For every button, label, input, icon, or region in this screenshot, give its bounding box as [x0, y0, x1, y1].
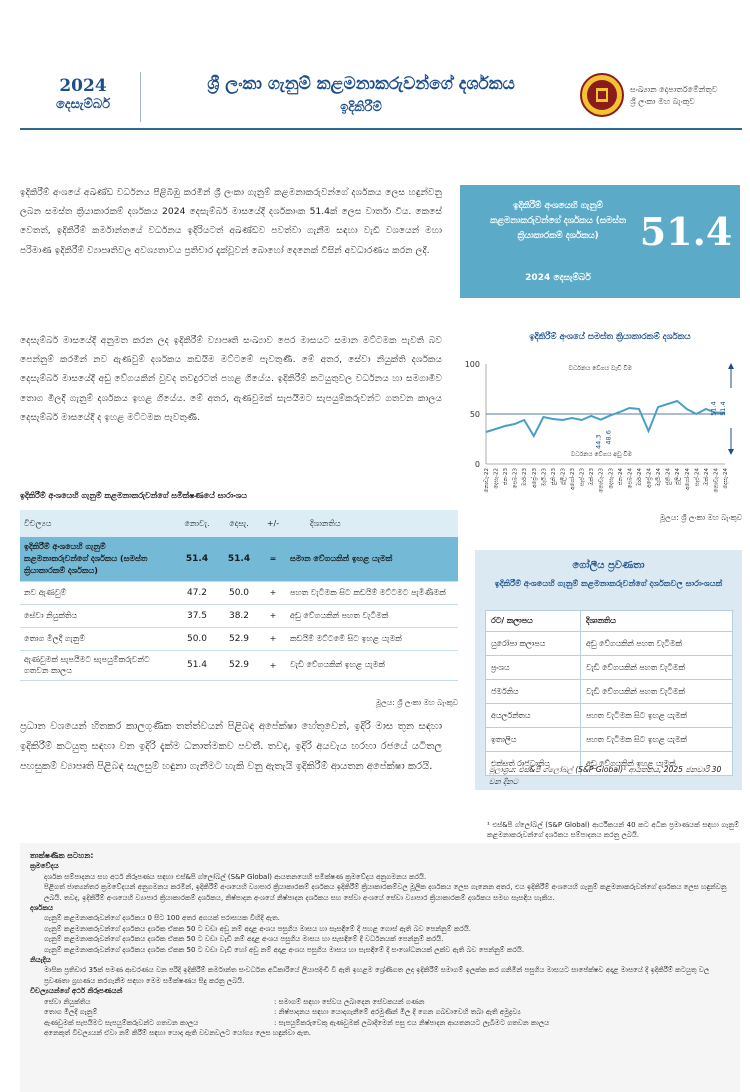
row-sign: + [269, 660, 277, 670]
row-nov: 51.4 [185, 553, 209, 564]
col-direction: දිශානතිය [310, 518, 341, 528]
col-variable: විචල්‍යය [24, 518, 52, 528]
global-region: ජර්මනිය [486, 680, 581, 704]
row-dec: 51.4 [227, 553, 251, 564]
global-row [486, 728, 733, 752]
x-tick-label: නොවැ-23 [598, 468, 605, 493]
row-name: තොග මිලදී ගැනුම් [24, 633, 85, 643]
org-line-2: ශ්‍රී ලංකා මහ බැංකුව [630, 97, 695, 106]
global-region: ඉතාලිය [486, 728, 581, 752]
row-direction: වැඩි වේගයකින් ඉහළ යැමක් [290, 660, 385, 669]
upper-note: වර්ධනය වේගය වැඩි වීම [568, 365, 632, 372]
row-direction: අඩු වේගයකින් පහත වැටීමක් [290, 610, 389, 620]
page-subtitle: ඉදිකිරීම් [340, 100, 382, 115]
row-direction: පහත වැටීමක සිට කඩයිම් මට්ටමට පැමිණීමක් [290, 587, 446, 597]
x-tick-label: ජූලි-23 [560, 468, 567, 485]
global-region: යුරෝපා කලාපය [486, 632, 581, 656]
global-trend: අඩු වේගයකින් පහත වැටීමක් [581, 632, 733, 656]
global-title: ගෝලීය ප්‍රවණතා [572, 560, 645, 571]
headline-date: 2024 දෙසැම්බර් [525, 273, 591, 283]
headline-label: ඉදිකිරීම් අංශයෙහි ගැනුම් කළමනාකරුවන්ගේ දර්ශකය (සමස්ත ක්‍රියාකාරකම් දර්ශකය) [490, 201, 626, 241]
x-tick-label: මැයි-24 [656, 468, 663, 487]
method-2: පිළිගත් ජාත්‍යන්තර ක්‍රමවේදයන් අනුගමනය කරමින්, ඉදිකිරීම් අංශයෙහි ව්‍යාපාර ක්‍රියාකාරකම් දර්ශකය ඉදිකිරීම් ක්‍රියාකාරකම්වල මූලික දර්ශකය ලෙස ගැනෙන අතර, එය ඉදිකිරීම් අංශයෙහි ගැනුම් කළමනාකරුවන්ගේ දර්ශකය ලෙස හඳුන්වනු ලබයි. තවද, ඉදිකිරීම් අංශයෙහි ව්‍යාපාර ක්‍රියාකාරකම් දර්ශකය, නිෂ්පාදන අංශයේ නිෂ්පාදන දර්ශකය සහ සේවා අංශයේ සේවා ව්‍යාපාර ක්‍රියාකාරකම් දර්ශකය සමඟ සැසඳිය හැකිය. [44, 883, 727, 902]
row-name: ඉදිකිරීම් අංශයෙහි ගැනුම් කළමනාකරුවන්ගේ දර්ශකය (සමස්ත ක්‍රියාකාරකම් දර්ශකය) [24, 541, 148, 575]
col-nov: නොවැ. [184, 518, 210, 528]
definition-text: : නිෂ්පාදනය සඳහා යොදාගැනීමේ අරමුණින් මිල දී ගෙන ගබඩාවෙහි තබා ඇති අමුද්‍රව්‍ය [274, 1008, 521, 1017]
x-tick-label: ජන-24 [617, 468, 624, 486]
upper-arrow-icon [728, 363, 734, 388]
col-dec: දෙසැ. [229, 518, 249, 528]
intro-paragraph-2: දෙසැම්බර් මාසයේදී අනුමත කරන ලද ඉදිකිරීම් ව්‍යාපෘති සංඛ්‍යාව පෙර මාසයට සමාන මට්ටමක පැවති බව පෙන්නුම් කරමින් නව ඇණවුම් දර්ශකය කඩයිම මට්ටමේ පැවතුණි. මේ අතර, සේවා නියුක්ති දර්ශකය දෙසැම්බර් මාසයේදී අඩු වේගයකින් වුවද තවදුරටත් පහළ ගියේය. ඉදිකිරීම් කටයුතුවල වර්ධනය හා සමගාමීව තොග මිලදී ගැනුම් දර්ශකය ඉහළ ගියේය. මේ අතර, ඇණවුමක් සැපයීමට සැපයුම්කරුවන්ට ගතවන කාලය දෙසැම්බර් මාසයේදී ද ඉහළ මට්ටමක පැවතුණි. [20, 335, 442, 423]
x-tick-label: මැයි-23 [541, 468, 548, 487]
y-tick-label: 100 [464, 360, 480, 369]
row-nov: 50.0 [186, 633, 208, 644]
data-label: 48.6 [604, 430, 613, 445]
row-direction: කඩයිම් මට්ටමේ සිට ඉහළ යැමක් [290, 633, 402, 643]
chart-title: ඉදිකිරීම් අංශයේ සමස්ත ක්‍රියාකාරකම් දර්ශකය [529, 332, 691, 342]
table-row [20, 650, 458, 680]
x-tick-label: මාර්-23 [522, 468, 529, 487]
table-row [20, 537, 458, 581]
lower-note: වර්ධනය වේගය අඩු වීම [570, 451, 632, 458]
row-sign: + [269, 634, 277, 643]
table-header-row [20, 510, 458, 537]
global-table [485, 610, 733, 776]
header-rule [20, 128, 742, 130]
definition-text: : සැපයුම්කරුවෙකු ඇණවුමක් ලබාදීමෙන් පසු එය නිෂ්පාදන ආයතනයට ලැබීමට ගතවන කාලය [274, 1018, 550, 1027]
x-tick-label: අප්‍රේ-23 [531, 468, 538, 488]
x-tick-label: අප්‍රේ-24 [646, 468, 653, 488]
row-dec: 50.0 [228, 587, 250, 598]
table-row [20, 604, 458, 627]
x-tick-label: අගෝ-23 [570, 468, 577, 490]
definitions-title: විචල්‍යයන්ගේ අර්ථ නිරූපණයන් [30, 987, 123, 996]
table-row [20, 581, 458, 604]
row-sign: + [269, 611, 277, 620]
row-sign: + [269, 588, 277, 597]
outlook-paragraph: ප්‍රධාන වශයෙන් හිතකර කාලගුණික තත්ත්වයන් පිළිබඳ අපේක්ෂා හේතුවෙන්, ඉදිරි මාස තුන සඳහා ඉදිකිරීම් කටයුතු සඳහා වන ඉදිරි දැක්ම ධනාත්මකව පවතී. තවද, ඉදිරි අයවැය හරහා රජයේ යටිතල පහසුකම් ව්‍යාපෘති පිළිබඳ සැලසුම් හඳුනා ගැනීමට හැකි වනු ඇතැයි ඉදිකිරීම් ආයතන අපේක්ෂා කරයි. [20, 721, 442, 772]
lower-arrow-icon [728, 428, 734, 455]
x-tick-label: මාර්-24 [636, 468, 643, 487]
global-trends-box [475, 550, 742, 790]
data-label: 44.3 [594, 434, 603, 449]
method-1: දර්ශක සම්පාදනය සහ අර්ථ නිරූපණය සඳහා එස්&පී ග්ලෝබල් (S&P Global) ආයතනයෙහි සමීක්ෂණ ක්‍රමවේදය අනුගමනය කරයි. [44, 872, 427, 881]
definition-term: ඇණවුමක් සැපයීමට සැපයුම්කරුවන්ට ගතවන කාලය [44, 1018, 199, 1027]
intro-paragraph-1: ඉදිකිරීම් අංශයේ අඛණ්ඩ වර්ධනය පිළිබිඹු කරමින් ශ්‍රී ලංකා ගැනුම් කළමනාකරුවන්ගේ දර්ශකය ලෙස හඳුන්වනු ලබන සමස්ත ක්‍රියාකාරකම් දර්ශකය 2024 දෙසැම්බර් මාසයේදී දර්ශකාංක 51.4ක් ලෙස වාර්තා විය. කෙසේ වෙතත්, ඉදිකිරීම් කර්මාන්තයේ වර්ධනය ඉදිරියටත් අඛණ්ඩව පවත්වා ගැනීම සඳහා වැඩි වශයෙන් මහා පරිමාණ ඉදිකිරීම් ව්‍යාපෘතිවල අවශ්‍යතාවය ප්‍රතිචාර දැක්වූවන් බොහෝ දෙනෙක් විසින් අවධාරණය කරන ලදී. [20, 187, 442, 256]
global-row [486, 680, 733, 704]
global-trend: පහත වැටීමක සිට ඉහළ යැමක් [581, 704, 733, 728]
definition-text: : සමාගම් සඳහා සේවය ලබාදෙන සේවකයන් ගණන [274, 997, 425, 1006]
chart-source: මූලය: ශ්‍රී ලංකා මහ බැංකුව [659, 513, 742, 522]
headline-value: 51.4 [639, 209, 733, 254]
row-dec: 52.9 [228, 660, 250, 670]
global-trend: වැඩි වේගයකින් පහත වැටීමක් [581, 656, 733, 680]
technical-notes [20, 843, 740, 1092]
cbsl-emblem-icon [579, 72, 625, 118]
activity-chart [440, 358, 745, 508]
row-nov: 37.5 [186, 610, 208, 621]
global-row [486, 656, 733, 680]
row-nov: 51.4 [186, 660, 208, 670]
global-trend: වැඩි වේගයකින් පහත වැටීමක් [581, 680, 733, 704]
index-2: ගැනුම් කළමනාකරුවන්ගේ දර්ශකය දර්ශක ඒකක 50 ට වඩා අඩු නම් අදාළ අංශය පසුගිය මාසය හා සැසඳීමේ දී පහළ ගොස් ඇති බව පෙන්නුම් කරයි. [44, 924, 472, 933]
x-tick-label: සැප්-24 [694, 468, 701, 487]
row-dec: 52.9 [228, 633, 250, 644]
x-tick-label: අගෝ-24 [684, 468, 691, 490]
definition-row [30, 997, 730, 1007]
method-title: ක්‍රමවේදය [30, 862, 59, 871]
x-tick-label: ජූලි-24 [675, 468, 682, 485]
data-label: 51.4 [719, 401, 727, 416]
footnote: ¹ එස්&පී ග්ලෝබල් (S&P Global) ආර්ථිකයන් 40 කට අධික ප්‍රමාණයක් සඳහා ගැනුම් කළමනාකරුවන්ගේ දර්ශකය සම්පාදනය කරනු ලබයි. [487, 821, 739, 839]
definition-row [30, 1018, 730, 1028]
index-4: ගැනුම් කළමනාකරුවන්ගේ දර්ශකය දර්ශක ඒකක 50 ට වඩා වැඩි හෝ අඩු නම් අදාළ අංශය පසුගිය මාසය හා සැසඳීමේ දී සංශෝධනයක් ලක්ව ඇති බව පෙන්නුම් කරයි. [44, 945, 525, 954]
headline-box [460, 185, 740, 298]
x-tick-label: පෙබ-23 [512, 468, 519, 489]
global-source: මූලාශ්‍රය: එස්&පී ග්ලෝබල් (S&P Global)¹ ආයතනය, 2025 ජනවාරි 30 වන දිනට [489, 765, 722, 786]
row-dec: 38.2 [228, 610, 250, 621]
x-tick-label: දෙසැ-23 [608, 468, 615, 489]
sample-title: නියැදිය [30, 956, 51, 965]
report-month: දෙසැම්බර් [55, 97, 111, 112]
x-tick-label: ඔක්-23 [589, 468, 596, 486]
page-title: ශ්‍රී ලංකා ගැනුම් කළමනාකරුවන්ගේ දර්ශකය [207, 74, 515, 94]
notes-heading: තාක්ෂණික සටහන: [30, 851, 94, 860]
index-title: දර්ශකය [30, 904, 54, 913]
global-trend: පහත වැටීමක සිට ඉහළ යැමක් [581, 728, 733, 752]
summary-table [20, 510, 458, 681]
org-line-1: සංඛ්‍යාන දෙපාර්තමේන්තුව [630, 85, 718, 94]
index-3: ගැනුම් කළමනාකරුවන්ගේ දර්ශකය දර්ශක ඒකක 50 ට වඩා වැඩි නම් අදාළ අංශය පසුගිය මාසය හා සැසඳීමේ දී වර්ධනයක් පෙන්නුම් කරයි. [44, 935, 444, 944]
global-row [486, 632, 733, 656]
y-tick-label: 50 [469, 410, 480, 419]
row-name: ඇණවුමක් සැපයීමට සැපයුම්කරුවන්ට ගතවන කාලය [24, 655, 150, 675]
x-tick-label: නොවැ-24 [713, 468, 720, 493]
row-name: නව ඇණවුම් [24, 587, 67, 597]
row-sign: = [269, 554, 277, 564]
definition-term: සේවා නියුක්තිය [44, 997, 91, 1006]
global-region: අයර්ලන්තය [486, 704, 581, 728]
global-trend: අඩු වේගයකින් ඉහළ යැමක් [581, 752, 733, 776]
x-tick-label: දෙසැ-24 [723, 468, 729, 489]
data-label: 51.4 [709, 401, 718, 416]
table-row [20, 627, 458, 650]
table-source: මූලය: ශ්‍රී ලංකා මහ බැංකුව [375, 698, 458, 707]
header-divider [140, 72, 141, 122]
row-direction: සමාන වේගයකින් ඉහළ යැමක් [290, 553, 393, 563]
definition-term: තොග මිලදී ගැනුම් [44, 1008, 98, 1017]
global-col-trend: දිශානතිය [581, 611, 733, 632]
global-region: එක්සත් රාජධානිය [486, 752, 581, 776]
definition-other: අනෙකුත් විචල්‍යයන් ඒවා නම් කිරීම් සඳහා යොදා ඇති වචනවලට යෝග්‍ය ලෙස හඳුන්වා ඇත. [44, 1028, 312, 1037]
organization-name [630, 84, 742, 108]
x-tick-label: ඔක්-24 [703, 468, 710, 486]
row-nov: 47.2 [186, 587, 208, 598]
definition-row [30, 1007, 730, 1017]
x-tick-label: ජන-23 [503, 468, 510, 486]
global-header-row [486, 611, 733, 632]
global-row [486, 704, 733, 728]
x-tick-label: පෙබ-24 [627, 468, 634, 489]
x-tick-label: නොවැ-22 [484, 468, 490, 493]
global-col-region: රට/ කලාපය [486, 611, 581, 632]
row-name: සේවා නියුක්තිය [24, 610, 78, 620]
x-tick-label: දෙසැ-22 [493, 468, 500, 489]
global-region: ප්‍රංශය [486, 656, 581, 680]
global-subtitle: ඉදිකිරීම් අංශයෙහි ගැනුම් කළමනාකරුවන්ගේ දර්ශකවල සාරාංශයක් [494, 578, 723, 588]
x-tick-label: සැප්-23 [579, 468, 586, 487]
col-change: +/- [266, 519, 280, 528]
y-tick-label: 0 [474, 460, 480, 469]
x-tick-label: ජුනි-23 [550, 468, 557, 486]
sample-1: මාසික ප්‍රතිචාර 35ක් පමණ ආවරණය වන පරිදි ඉදිකිරීම් කර්මාන්ත සංවර්ධන අධිකාරියේ ලියාපදිංචි වී ඇති ඉහළම ශ්‍රේණිගත ලද ඉදිකිරීම් සමාගම් ඉලක්ක කර ගනිමින් පසුගිය මාසයට සාපේක්ෂව අදාළ මාසයේ දී ඉදිකිරීම් කටයුතු වල ප්‍රවණතා ග්‍රහණය කරගැනීම සඳහා මෙම සමීක්ෂණය සිදු කරනු ලබයි. [44, 966, 710, 985]
summary-table-title: ඉදිකිරීම් අංශයෙහි ගැනුම් කළමනාකරුවන්ගේ සමීක්ෂණයේ සාරාංශය [20, 491, 247, 500]
x-tick-label: ජුනි-24 [665, 468, 672, 486]
report-year: 2024 [59, 76, 107, 96]
index-1: ගැනුම් කළමනාකරුවන්ගේ දර්ශකය 0 සිට 100 අතර අගයක් පරාසයක විහිදී ඇත. [44, 914, 280, 923]
